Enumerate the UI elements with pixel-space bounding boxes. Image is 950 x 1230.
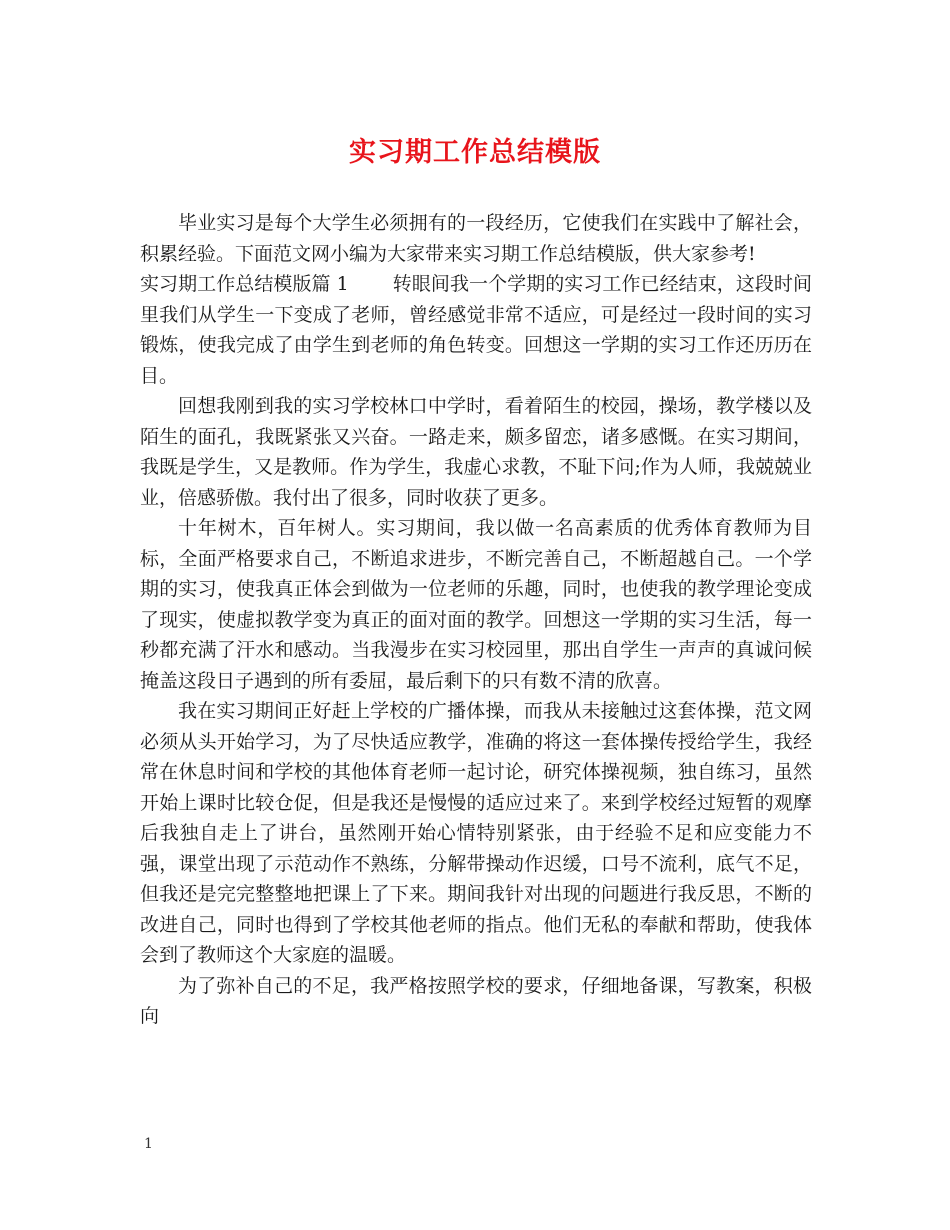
paragraph-3: 十年树木，百年树人。实习期间，我以做一名高素质的优秀体育教师为目标，全面严格要求自己，不断追求进步，不断完善自己，不断超越自己。一个学期的实习，使我真正体会到做为一位老师的乐趣，同时，也使我的教学理论变成了现实，使虚拟教学变为真正的面对面的教学。回想这一学期的实习生活，每一秒都充满了汗水和感动。当我漫步在实习校园里，那出自学生一声声的真诚问候掩盖这段日子遇到的所有委屈，最后剩下的只有数不清的欣喜。 <box>140 517 812 692</box>
page-number: 1 <box>144 1136 153 1152</box>
document-title: 实习期工作总结模版 <box>349 137 601 168</box>
document-body <box>140 208 812 1032</box>
paragraph-5: 为了弥补自己的不足，我严格按照学校的要求，仔细地备课，写教案，积极向 <box>140 974 812 1027</box>
paragraph-2: 回想我刚到我的实习学校林口中学时，看着陌生的校园，操场，教学楼以及陌生的面孔，我既紧张又兴奋。一路走来，颇多留恋，诸多感慨。在实习期间，我既是学生，又是教师。作为学生，我虚心求教，不耻下问;作为人师，我兢兢业业，倍感骄傲。我付出了很多，同时收获了更多。 <box>140 395 812 509</box>
section-paragraph-1 <box>140 269 812 391</box>
section-heading: 实习期工作总结模版篇 1 <box>140 273 349 295</box>
intro-paragraph: 毕业实习是每个大学生必须拥有的一段经历，它使我们在实践中了解社会，积累经验。下面范文网小编为大家带来实习期工作总结模版，供大家参考! <box>140 212 812 265</box>
paragraph-1-text: 转眼间我一个学期的实习工作已经结束，这段时间里我们从学生一下变成了老师，曾经感觉非常不适应，可是经过一段时间的实习锻炼，使我完成了由学生到老师的角色转变。回想这一学期的实习工作还历历在目。 <box>140 273 812 387</box>
paragraph-4: 我在实习期间正好赶上学校的广播体操，而我从未接触过这套体操，范文网必须从头开始学习，为了尽快适应教学，准确的将这一套体操传授给学生，我经常在休息时间和学校的其他体育老师一起讨论，研究体操视频，独自练习，虽然开始上课时比较仓促，但是我还是慢慢的适应过来了。来到学校经过短暂的观摩后我独自走上了讲台，虽然刚开始心情特别紧张，由于经验不足和应变能力不强，课堂出现了示范动作不熟练，分解带操动作迟缓，口号不流利，底气不足，但我还是完完整整地把课上了下来。期间我针对出现的问题进行我反思，不断的改进自己，同时也得到了学校其他老师的指点。他们无私的奉献和帮助，使我体会到了教师这个大家庭的温暖。 <box>140 700 812 966</box>
